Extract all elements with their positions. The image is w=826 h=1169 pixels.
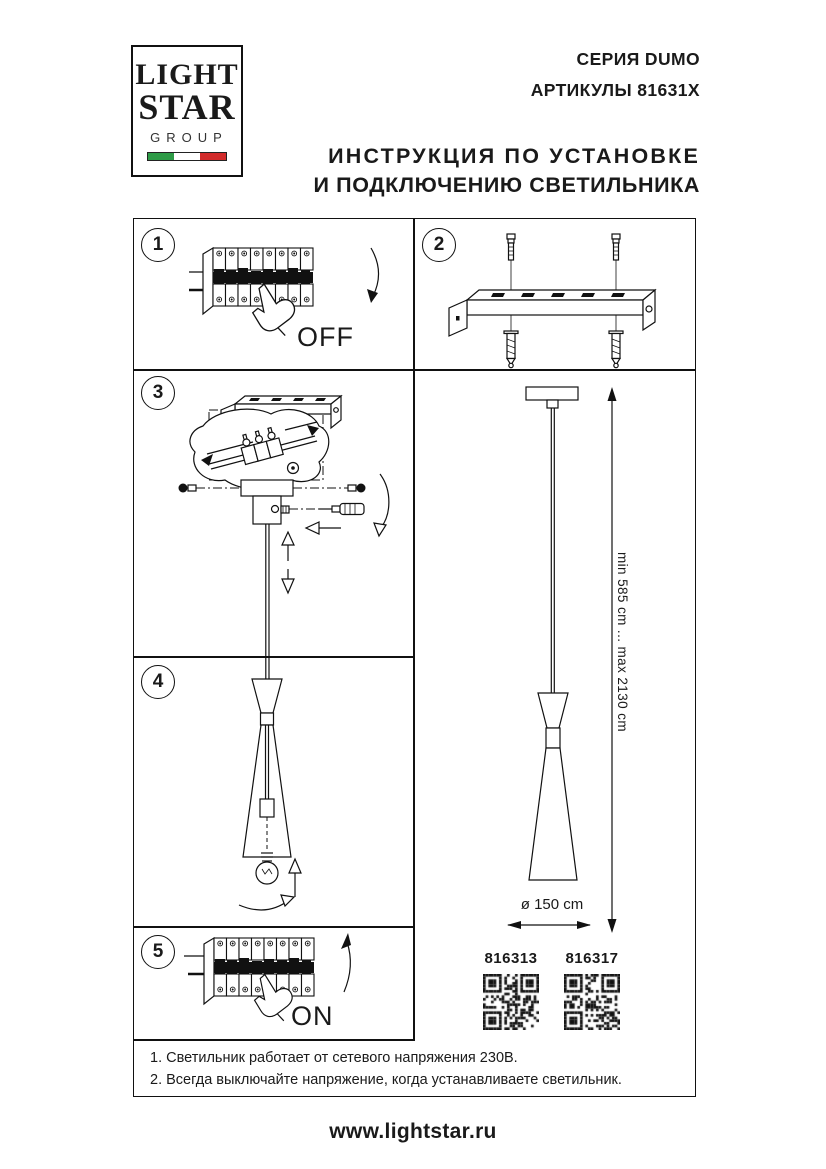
grid-row4-divider: [134, 1039, 415, 1041]
qr-code-816317: [564, 974, 620, 1030]
arrow-left-icon: [306, 522, 319, 534]
lamp-socket: [260, 799, 274, 817]
screw-icon: [612, 234, 620, 260]
page-title-line2: И ПОДКЛЮЧЕНИЮ СВЕТИЛЬНИКА: [313, 173, 700, 197]
step-5-number: 5: [152, 941, 164, 962]
step-1-breaker-off-illustration: [185, 232, 405, 360]
rotate-arrow: [239, 900, 289, 910]
logo-word-group: GROUP: [150, 130, 228, 145]
note-voltage: 1. Светильник работает от сетевого напряжения 230В.: [150, 1050, 518, 1066]
step-3-number: 3: [152, 382, 164, 403]
flag-red-segment: [200, 153, 226, 160]
step-4-shade-assembly-illustration: [133, 655, 412, 925]
footer: [0, 1120, 826, 1144]
arrow-up-icon: [341, 933, 351, 949]
flag-white-segment: [174, 153, 200, 160]
suspension-height-label: min 585 cm ... max 2130 cm: [615, 552, 630, 732]
arrow-down-icon: [282, 579, 294, 593]
logo-word-light: LIGHT: [135, 58, 239, 91]
step-2-bracket-illustration: [425, 228, 687, 368]
step-5-breaker-on-illustration: [150, 930, 375, 1035]
document-header: [314, 44, 700, 200]
arrow-up-icon: [282, 532, 294, 545]
article-number-816313: 816313: [484, 950, 538, 967]
step-4-number: 4: [152, 671, 164, 692]
page-title-line1: ИНСТРУКЦИЯ ПО УСТАНОВКЕ: [328, 144, 700, 168]
shade-upper-cone: [252, 679, 282, 713]
safety-notes: [150, 1047, 670, 1091]
wall-anchor-icon: [504, 331, 518, 368]
arrow-up-icon: [289, 859, 301, 873]
logo-word-star: STAR: [138, 87, 236, 127]
step-5-caption-on: ON: [291, 1001, 334, 1031]
article-number-816317: 816317: [565, 950, 619, 967]
step-1-number: 1: [152, 234, 164, 255]
shade-upper-cone: [538, 693, 568, 728]
shade-lower-cone: [243, 725, 291, 857]
shade-diameter-label: ø 150 cm: [520, 896, 584, 913]
step-1-badge: [141, 228, 175, 262]
ceiling-canopy: [526, 387, 578, 400]
step-1-caption-off: OFF: [297, 322, 354, 352]
website-link[interactable]: www.lightstar.ru: [329, 1120, 497, 1143]
series-label: СЕРИЯ DUMO: [576, 49, 700, 69]
qr-code-816313: [483, 974, 539, 1030]
step-2-number: 2: [433, 234, 445, 255]
diameter-dimension-arrow: [507, 921, 591, 929]
lightstar-logo: [131, 45, 243, 177]
screwdriver-icon: [319, 504, 364, 515]
note-switch-off: 2. Всегда выключайте напряжение, когда устанавливаете светильник.: [150, 1072, 622, 1088]
arrow-down-icon: [367, 289, 378, 303]
grid-row3-divider: [134, 926, 413, 928]
articles-label: АРТИКУЛЫ 81631X: [530, 80, 700, 100]
step-3-wiring-illustration: [133, 368, 412, 655]
shade-lower-cone: [529, 748, 577, 880]
italian-flag-bar: [147, 152, 227, 161]
wall-anchor-icon: [609, 331, 623, 368]
flag-green-segment: [148, 153, 174, 160]
ceiling-canopy: [241, 480, 293, 496]
light-bulb-icon: [256, 853, 278, 884]
rotate-arrow: [379, 474, 389, 530]
screw-icon: [507, 234, 515, 260]
pendant-dimension-drawing: [412, 368, 695, 943]
